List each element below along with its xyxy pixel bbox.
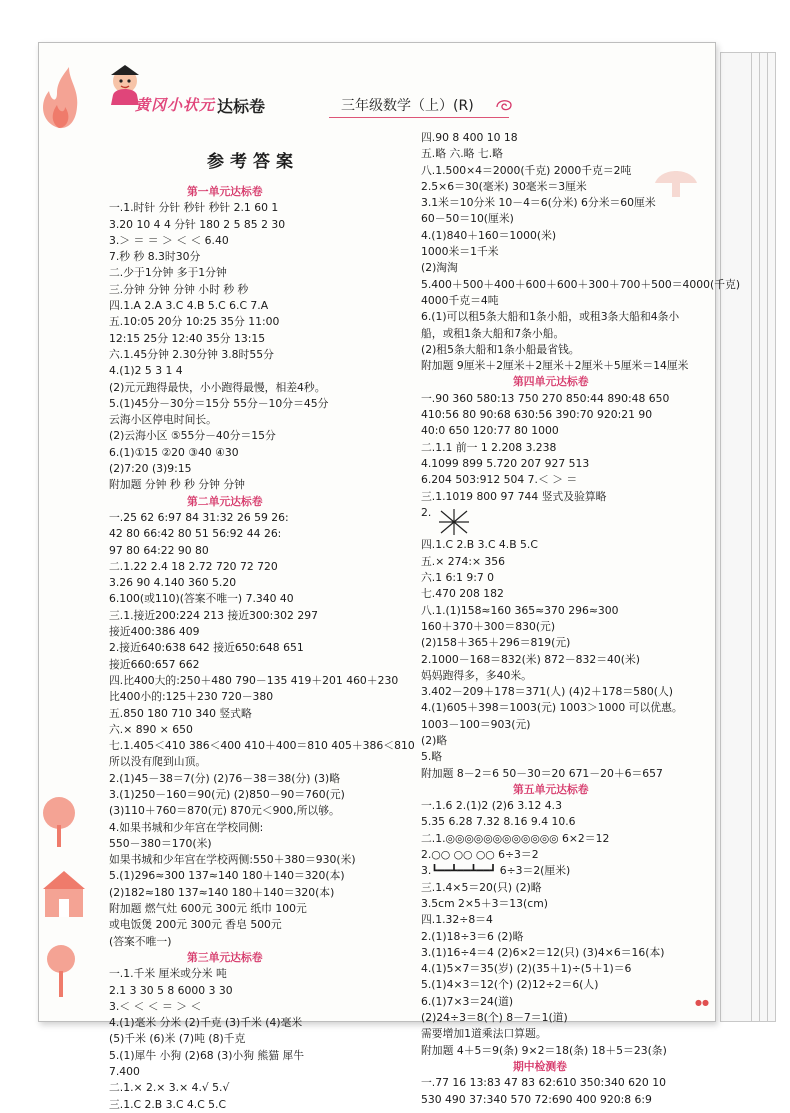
answer-line: 2.○○ ○○ ○○ 6÷3＝2 — [421, 848, 539, 862]
answer-line: 二.1.× 2.× 3.× 4.√ 5.√ — [109, 1081, 230, 1095]
answer-line: 一.25 62 6:97 84 31:32 26 59 26: — [109, 510, 289, 524]
answer-line: 1003－100＝903(元) — [421, 717, 531, 731]
answer-line: 3.＞ ＝ ＝ ＞ ＜ ＜ 6.40 — [109, 233, 229, 247]
answer-line: 4.(1)840＋160＝1000(米) — [421, 228, 557, 242]
section-heading: 第四单元达标卷 — [513, 375, 589, 389]
answer-line: 接近660:657 662 — [109, 657, 200, 671]
answer-line: 二.1.1 前一 1 2.208 3.238 — [421, 440, 557, 454]
answer-line: 四.90 8 400 10 18 — [421, 131, 518, 144]
answer-line: 八.1.(1)158≈160 365≈370 296≈300 — [421, 603, 619, 617]
answer-line: (2)云海小区 ⑤55分－40分＝15分 — [109, 429, 276, 443]
answer-line: 5.(1)296≈300 137≈140 180＋140＝320(本) — [109, 869, 345, 883]
answer-line: 1000米＝1千米 — [421, 245, 499, 259]
header-underline — [329, 117, 509, 118]
answer-line: 四.1.A 2.A 3.C 4.B 5.C 6.C 7.A — [109, 299, 269, 313]
answer-line: 160＋370＋300＝830(元) — [421, 619, 556, 633]
answer-column-left — [109, 184, 415, 1113]
answer-line: (2)略 — [421, 733, 448, 747]
answer-line: 6.(1)①15 ②20 ③40 ④30 — [109, 445, 239, 459]
answer-line: 一.77 16 13:83 47 83 62:610 350:340 620 10 — [421, 1076, 666, 1090]
answer-line: (2)7:20 (3)9:15 — [109, 462, 192, 476]
answer-line: 妈妈跑得多，多40米。 — [421, 668, 532, 682]
answer-line: 云海小区停电时间长。 — [109, 413, 217, 427]
answer-line: 2.(1)18÷3＝6 (2)略 — [421, 929, 524, 943]
answer-line: 3.(1)16÷4＝4 (2)6×2＝12(只) (3)4×6＝16(本) — [421, 945, 665, 959]
decorative-tree-icon — [43, 941, 83, 1001]
swirl-icon — [493, 95, 517, 115]
answer-line: 所以没有爬到山顶。 — [109, 755, 207, 769]
answer-line: 3.402－209＋178＝371(人) (4)2＋178＝580(人) — [421, 685, 673, 699]
answer-line: (5)千米 (6)米 (7)吨 (8)千克 — [109, 1032, 246, 1046]
section-heading: 第五单元达标卷 — [513, 782, 589, 796]
answer-line: 八.1.500×4＝2000(千克) 2000千克＝2吨 — [421, 163, 632, 177]
answer-line: 550－380＝170(米) — [109, 836, 212, 850]
answer-line: (2)24÷3＝8(个) 8－7＝1(道) — [421, 1011, 568, 1025]
answer-line: 410:56 80 90:68 630:56 390:70 920:21 90 — [421, 408, 653, 422]
decorative-flame-icon — [39, 63, 79, 133]
answer-line: 三.1.1019 800 97 744 竖式及验算略 — [421, 489, 607, 503]
section-heading: 第一单元达标卷 — [187, 185, 263, 198]
decorative-tree-icon — [39, 791, 83, 851]
answer-line: 三.1.C 2.B 3.C 4.C 5.C — [109, 1097, 227, 1111]
answer-line: 附加题 4＋5＝9(条) 9×2＝18(条) 18＋5＝23(条) — [421, 1043, 667, 1057]
answer-line: 5.35 6.28 7.32 8.16 9.4 10.6 — [421, 815, 576, 829]
answer-line: 三.分钟 分钟 分钟 小时 秒 秒 — [109, 282, 249, 296]
decorative-tent-icon — [39, 869, 89, 921]
answer-line: 5.(1)4×3＝12(个) (2)12÷2＝6(人) — [421, 978, 599, 992]
answer-line: 三.1.4×5＝20(只) (2)略 — [421, 880, 542, 894]
section-heading: 第三单元达标卷 — [187, 950, 263, 964]
answer-line: 四.1.32÷8＝4 — [421, 913, 493, 927]
answer-line: (2)158＋365＋296＝819(元) — [421, 636, 571, 650]
page-corner-dots: ●● — [695, 998, 709, 1007]
answer-line: 97 80 64:22 90 80 — [109, 543, 209, 557]
answer-line: 附加题 燃气灶 600元 300元 纸巾 100元 — [109, 902, 307, 916]
answer-line: 或电饭煲 200元 300元 香皂 500元 — [109, 918, 282, 932]
answer-line: 附加题 8－2＝6 50－30＝20 671－20＋6＝657 — [421, 766, 663, 780]
answer-line: 二.1.22 2.4 18 2.72 720 72 720 — [109, 559, 278, 573]
answer-line: 530 490 37:340 570 72:690 400 920:8 6:9 — [421, 1092, 652, 1106]
answer-line: 3.5cm 2×5＋3＝13(cm) — [421, 896, 548, 910]
brand-name: 黄冈小状元 — [135, 96, 216, 114]
answer-line: 40:0 650 120:77 80 1000 — [421, 424, 559, 438]
answer-line: 接近400:386 409 — [109, 625, 200, 639]
answer-line: 一.90 360 580:13 750 270 850:44 890:48 650 — [421, 391, 670, 405]
answer-line: 6.100(或110)(答案不唯一) 7.340 40 — [109, 592, 294, 606]
answer-line: 六.1 6:1 9:7 0 — [421, 571, 495, 585]
answer-line: 6.(1)7×3＝24(道) — [421, 994, 514, 1008]
answer-line: 七.1.405＜410 386＜400 410＋400＝810 405＋386＜810 — [109, 739, 415, 753]
answer-column-right — [421, 130, 740, 1108]
answer-line: 12:15 25分 12:40 35分 13:15 — [109, 331, 266, 345]
answer-line: 3.＜ ＜ ＜ ＝ ＞ ＜ — [109, 999, 202, 1013]
answer-line: 3.26 90 4.140 360 5.20 — [109, 576, 237, 590]
answer-line: 3.(1)250－160＝90(元) (2)850－90＝760(元) — [109, 787, 345, 801]
answer-line: 3.20 10 4 4 分针 180 2 5 85 2 30 — [109, 217, 286, 231]
answer-line: 需要增加1道乘法口算题。 — [421, 1027, 547, 1041]
answer-line: 4.(1)2 5 3 1 4 — [109, 364, 183, 378]
answer-line: 4000千克＝4吨 — [421, 293, 499, 307]
answer-line: 2.1 3 30 5 8 6000 3 30 — [109, 983, 233, 997]
section-heading: 第二单元达标卷 — [187, 494, 263, 508]
answer-line: 7.400 — [109, 1065, 140, 1079]
answer-line: 船，或租1条大船和7条小船。 — [421, 326, 565, 340]
answer-line: 6.204 503:912 504 7.＜ ＞ ＝ — [421, 473, 578, 487]
answer-line: 一.1.时针 分针 秒针 秒针 2.1 60 1 — [109, 201, 279, 215]
answer-line: 附加题 9厘米＋2厘米＋2厘米＋2厘米＋5厘米＝14厘米 — [421, 359, 689, 373]
answer-line: 2.(1)45－38＝7(分) (2)76－38＝38(分) (3)略 — [109, 771, 341, 785]
answer-line: 4.(1)5×7＝35(岁) (2)(35＋1)÷(5＋1)＝6 — [421, 962, 632, 976]
answer-line: (答案不唯一) — [109, 934, 172, 948]
grade-label: 三年级数学（上）(R) — [341, 98, 474, 114]
answer-line: 四.比400大的:250＋480 790－135 419＋201 460＋230 — [109, 673, 399, 687]
brand-suffix: 达标卷 — [217, 97, 266, 116]
answer-line: 一.1.6 2.(1)2 (2)6 3.12 4.3 — [421, 799, 562, 813]
section-heading: 期中检测卷 — [513, 1059, 567, 1073]
answer-page — [38, 42, 741, 1111]
answer-line: 五.略 六.略 七.略 — [421, 147, 503, 161]
answer-line: 4.(1)毫米 分米 (2)千克 (3)千米 (4)毫米 — [109, 1016, 303, 1030]
answer-line: 七.470 208 182 — [421, 587, 504, 601]
answer-line: 7.秒 秒 8.3时30分 — [109, 250, 201, 264]
answer-line: 42 80 66:42 80 51 56:92 44 26: — [109, 527, 282, 541]
answer-line: 3.1米＝10分米 10－4＝6(分米) 6分米＝60厘米 — [421, 196, 656, 210]
answer-line: 6.(1)可以租5条大船和1条小船，或租3条大船和4条小 — [421, 310, 680, 324]
answer-line: 二.少于1分钟 多于1分钟 — [109, 266, 227, 280]
answer-line: 附加题 分钟 秒 秒 分钟 分钟 — [109, 478, 245, 492]
answer-line: 五.850 180 710 340 竖式略 — [109, 706, 252, 720]
answer-line: 3.┗━━┻━━┻━━┛ 6÷3＝2(厘米) — [421, 864, 571, 878]
answer-line: 一.1.千米 厘米或分米 吨 — [109, 967, 227, 981]
answer-line: 2.接近640:638 642 接近650:648 651 — [109, 641, 304, 655]
answer-line: 如果书城和少年宫在学校两侧:550＋380＝930(米) — [109, 853, 356, 867]
answer-line: 5.400＋500＋400＋600＋600＋300＋700＋500＝4000(千克) — [421, 277, 741, 291]
answer-line: 六.× 890 × 650 — [109, 722, 193, 736]
answer-line: (2)淘淘 — [421, 261, 458, 275]
answer-line: 4.(1)605＋398＝1003(元) 1003＞1000 可以优惠。 — [421, 701, 683, 715]
answer-line: 2. — [421, 505, 432, 519]
answer-line: (2)182≈180 137≈140 180＋140＝320(本) — [109, 885, 335, 899]
answer-line: 四.1.C 2.B 3.C 4.B 5.C — [421, 538, 538, 552]
answer-line: 5.(1)45分－30分＝15分 55分－10分＝45分 — [109, 396, 329, 410]
page-header — [39, 43, 715, 123]
answer-line: 六.1.45分钟 2.30分钟 3.8时55分 — [109, 347, 274, 361]
answer-line: 五.10:05 20分 10:25 35分 11:00 — [109, 315, 280, 329]
answer-line: 比400小的:125＋230 720－380 — [109, 690, 274, 704]
answer-line: (3)110＋760＝870(元) 870元＜900,所以够。 — [109, 804, 340, 818]
answer-line: 三.1.接近200:224 213 接近300:302 297 — [109, 608, 318, 622]
answer-line: (2)元元跑得最快，小小跑得最慢，相差4秒。 — [109, 380, 326, 394]
answer-line: 4.1099 899 5.720 207 927 513 — [421, 456, 590, 470]
answer-line: 5.略 — [421, 750, 443, 764]
answer-line: (2)租5条大船和1条小船最省钱。 — [421, 342, 580, 356]
answer-line: 二.1.◎◎◎◎◎◎◎◎◎◎◎◎ 6×2＝12 — [421, 831, 610, 845]
answer-line: 2.1000－168＝832(米) 872－832＝40(米) — [421, 652, 641, 666]
answer-line: 4.如果书城和少年宫在学校同侧: — [109, 820, 264, 834]
crossing-lines-figure — [437, 507, 471, 537]
page-title: 参考答案 — [207, 152, 299, 172]
answer-line: 60－50＝10(厘米) — [421, 212, 514, 226]
answer-line: 2.5×6＝30(毫米) 30毫米＝3厘米 — [421, 179, 587, 193]
answer-line: 五.× 274:× 356 — [421, 554, 506, 568]
answer-line: 5.(1)犀牛 小狗 (2)68 (3)小狗 熊猫 犀牛 — [109, 1048, 305, 1062]
